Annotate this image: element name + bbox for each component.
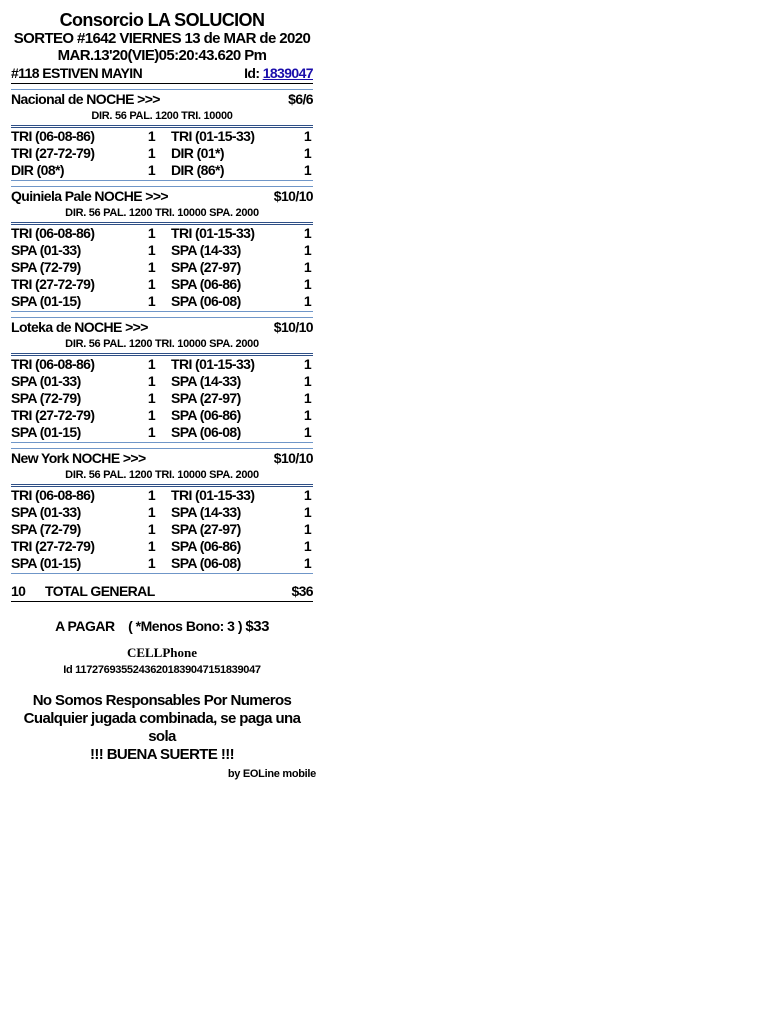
play-numbers: SPA (06-08)	[171, 293, 241, 309]
id-label: Id:	[244, 65, 260, 81]
payment-amount: $33	[245, 618, 269, 635]
seller-row	[11, 65, 313, 84]
play-row	[11, 521, 313, 538]
play-row	[11, 225, 313, 242]
play-amount: 1	[147, 242, 155, 258]
game-section	[11, 89, 313, 181]
total-label: TOTAL GENERAL	[45, 583, 155, 599]
game-name: New York NOCHE >>>	[11, 450, 146, 466]
play-numbers: TRI (01-15-33)	[171, 225, 255, 241]
game-price: $10/10	[273, 319, 313, 335]
seller-name: #118 ESTIVEN MAYIN	[11, 65, 143, 81]
play-amount: 1	[147, 555, 155, 571]
play-numbers: TRI (27-72-79)	[11, 407, 95, 423]
play-numbers: TRI (06-08-86)	[11, 128, 95, 144]
play-numbers: TRI (01-15-33)	[171, 487, 255, 503]
play-numbers: SPA (72-79)	[11, 259, 81, 275]
play-row	[11, 356, 313, 373]
plays-list	[11, 487, 313, 574]
play-amount: 1	[147, 293, 155, 309]
draw-info: SORTEO #1642 VIERNES 13 de MAR de 2020	[13, 30, 311, 47]
payout-table: DIR. 56 PAL. 1200 TRI. 10000 SPA. 2000	[11, 206, 313, 225]
play-row	[11, 407, 313, 424]
play-amount: 1	[147, 504, 155, 520]
game-name: Quiniela Pale NOCHE >>>	[11, 188, 168, 204]
play-numbers: TRI (06-08-86)	[11, 225, 95, 241]
play-numbers: SPA (14-33)	[171, 242, 241, 258]
plays-list	[11, 225, 313, 312]
play-amount: 1	[147, 390, 155, 406]
play-row	[11, 162, 313, 179]
play-row	[11, 373, 313, 390]
game-header	[11, 89, 313, 109]
play-amount: 1	[303, 407, 311, 423]
game-section	[11, 186, 313, 312]
play-amount: 1	[303, 356, 311, 372]
play-numbers: TRI (06-08-86)	[11, 487, 95, 503]
play-amount: 1	[303, 373, 311, 389]
play-amount: 1	[303, 390, 311, 406]
game-header	[11, 186, 313, 206]
payout-table: DIR. 56 PAL. 1200 TRI. 10000 SPA. 2000	[11, 468, 313, 487]
play-numbers: SPA (06-86)	[171, 538, 241, 554]
play-numbers: DIR (86*)	[171, 162, 224, 178]
play-numbers: SPA (72-79)	[11, 390, 81, 406]
seller-id	[244, 65, 313, 81]
play-numbers: SPA (01-33)	[11, 504, 81, 520]
play-amount: 1	[303, 538, 311, 554]
play-amount: 1	[303, 555, 311, 571]
play-row	[11, 424, 313, 441]
total-amount: $36	[291, 583, 313, 599]
ticket-datetime: MAR.13'20(VIE)05:20:43.620 Pm	[57, 47, 267, 64]
play-amount: 1	[147, 128, 155, 144]
game-price: $10/10	[273, 450, 313, 466]
play-row	[11, 293, 313, 310]
play-amount: 1	[147, 276, 155, 292]
play-amount: 1	[147, 145, 155, 161]
play-numbers: SPA (06-86)	[171, 407, 241, 423]
play-row	[11, 259, 313, 276]
play-row	[11, 242, 313, 259]
play-numbers: SPA (27-97)	[171, 521, 241, 537]
play-amount: 1	[303, 145, 311, 161]
play-numbers: SPA (06-08)	[171, 555, 241, 571]
play-numbers: DIR (08*)	[11, 162, 64, 178]
game-price: $6/6	[288, 91, 313, 107]
play-numbers: SPA (01-33)	[11, 373, 81, 389]
plays-list	[11, 128, 313, 181]
bonus-note: ( *Menos Bono: 3 )	[128, 618, 243, 634]
play-numbers: DIR (01*)	[171, 145, 224, 161]
play-amount: 1	[147, 259, 155, 275]
play-row	[11, 538, 313, 555]
total-count: 10	[11, 583, 26, 599]
play-row	[11, 390, 313, 407]
play-amount: 1	[303, 293, 311, 309]
play-amount: 1	[303, 259, 311, 275]
play-amount: 1	[303, 276, 311, 292]
footer-credit: by EOLine mobile	[227, 768, 316, 780]
play-numbers: SPA (14-33)	[171, 373, 241, 389]
play-numbers: TRI (27-72-79)	[11, 276, 95, 292]
game-header	[11, 317, 313, 337]
play-numbers: SPA (06-08)	[171, 424, 241, 440]
play-amount: 1	[303, 242, 311, 258]
game-name: Nacional de NOCHE >>>	[11, 91, 160, 107]
games-list	[11, 89, 313, 574]
play-row	[11, 276, 313, 293]
disclaimer	[11, 692, 313, 764]
disclaimer-line: No Somos Responsables Por Numeros	[32, 692, 292, 709]
play-row	[11, 504, 313, 521]
play-amount: 1	[147, 538, 155, 554]
play-numbers: SPA (27-97)	[171, 259, 241, 275]
play-numbers: SPA (06-86)	[171, 276, 241, 292]
payout-table: DIR. 56 PAL. 1200 TRI. 10000	[11, 109, 313, 128]
play-amount: 1	[147, 407, 155, 423]
play-amount: 1	[303, 225, 311, 241]
payment-label: A PAGAR	[55, 618, 115, 634]
play-numbers: SPA (27-97)	[171, 390, 241, 406]
play-amount: 1	[147, 225, 155, 241]
payout-table: DIR. 56 PAL. 1200 TRI. 10000 SPA. 2000	[11, 337, 313, 356]
play-amount: 1	[147, 356, 155, 372]
play-amount: 1	[303, 128, 311, 144]
game-section	[11, 317, 313, 443]
play-amount: 1	[147, 487, 155, 503]
play-numbers: TRI (27-72-79)	[11, 145, 95, 161]
plays-list	[11, 356, 313, 443]
ticket-id: Id 11727693552436201839047151839047	[63, 664, 261, 676]
play-numbers: TRI (01-15-33)	[171, 356, 255, 372]
play-row	[11, 487, 313, 504]
disclaimer-line: Cualquier jugada combinada, se paga una sola	[23, 710, 301, 745]
play-row	[11, 128, 313, 145]
play-numbers: SPA (01-15)	[11, 424, 81, 440]
play-amount: 1	[303, 521, 311, 537]
lottery-ticket	[11, 10, 313, 764]
id-link[interactable]: 1839047	[262, 65, 313, 81]
company-title: Consorcio LA SOLUCION	[59, 10, 265, 30]
play-amount: 1	[303, 162, 311, 178]
play-amount: 1	[147, 521, 155, 537]
play-numbers: TRI (01-15-33)	[171, 128, 255, 144]
play-amount: 1	[147, 162, 155, 178]
play-row	[11, 555, 313, 572]
payment-row	[11, 618, 313, 635]
play-numbers: SPA (72-79)	[11, 521, 81, 537]
game-name: Loteka de NOCHE >>>	[11, 319, 148, 335]
play-numbers: SPA (01-15)	[11, 555, 81, 571]
total-row	[11, 583, 313, 602]
play-amount: 1	[303, 504, 311, 520]
play-numbers: SPA (01-33)	[11, 242, 81, 258]
play-numbers: SPA (01-15)	[11, 293, 81, 309]
play-amount: 1	[147, 424, 155, 440]
play-numbers: TRI (06-08-86)	[11, 356, 95, 372]
device-label: CELLPhone	[126, 645, 198, 660]
play-amount: 1	[303, 487, 311, 503]
play-numbers: TRI (27-72-79)	[11, 538, 95, 554]
game-header	[11, 448, 313, 468]
game-section	[11, 448, 313, 574]
play-row	[11, 145, 313, 162]
play-amount: 1	[303, 424, 311, 440]
game-price: $10/10	[273, 188, 313, 204]
play-numbers: SPA (14-33)	[171, 504, 241, 520]
disclaimer-line: !!! BUENA SUERTE !!!	[89, 746, 235, 763]
play-amount: 1	[147, 373, 155, 389]
